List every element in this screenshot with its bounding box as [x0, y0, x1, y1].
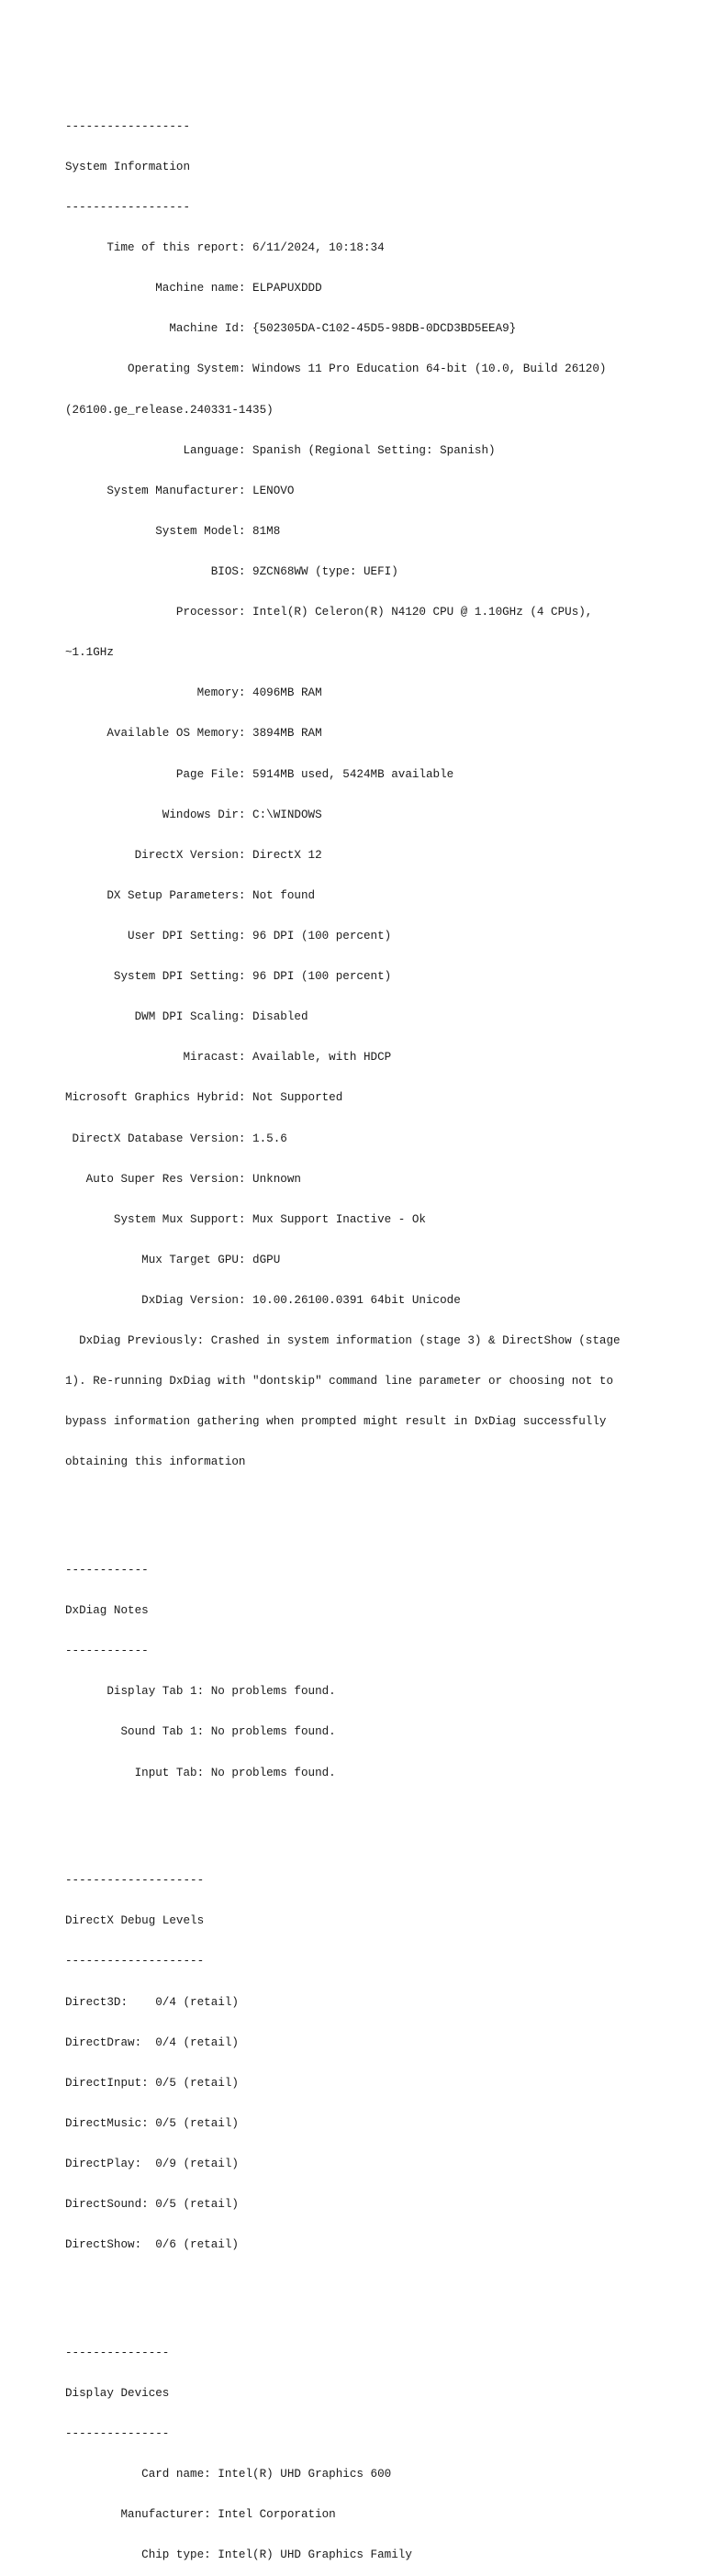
dxdiag-version-line: DxDiag Version: 10.00.26100.0391 64bit Unicode: [65, 1293, 461, 1307]
directx-version-line: DirectX Version: DirectX 12: [65, 848, 322, 862]
dxdiag-previously-line-cont: bypass information gathering when prompted might result in DxDiag successfully: [65, 1415, 607, 1429]
mux-support-line: System Mux Support: Mux Support Inactive - Ok: [65, 1212, 426, 1226]
dxdiag-previously-line-cont: obtaining this information: [65, 1455, 246, 1469]
section-title-display-devices: Display Devices: [65, 2386, 170, 2400]
section-title-debug-levels: DirectX Debug Levels: [65, 1914, 205, 1928]
section-separator: --------------------: [65, 1874, 205, 1888]
operating-system-line: Operating System: Windows 11 Pro Education 64-bit (10.0, Build 26120): [65, 362, 607, 376]
directx-database-line: DirectX Database Version: 1.5.6: [65, 1132, 287, 1145]
processor-line-cont: ~1.1GHz: [65, 646, 114, 660]
auto-super-res-line: Auto Super Res Version: Unknown: [65, 1172, 301, 1186]
bios-line: BIOS: 9ZCN68WW (type: UEFI): [65, 565, 398, 579]
dxdiag-previously-line-cont: 1). Re-running DxDiag with "dontskip" command line parameter or choosing not to: [65, 1375, 614, 1388]
debug-level-directmusic: DirectMusic: 0/5 (retail): [65, 2116, 239, 2130]
dxdiag-report: [65, 66, 699, 2576]
mux-target-gpu-line: Mux Target GPU: dGPU: [65, 1253, 281, 1266]
blank-line: [65, 1807, 699, 1821]
language-line: Language: Spanish (Regional Setting: Spanish): [65, 443, 496, 457]
dxdiag-previously-line: DxDiag Previously: Crashed in system information (stage 3) & DirectShow (stage: [65, 1334, 621, 1348]
debug-level-directshow: DirectShow: 0/6 (retail): [65, 2238, 239, 2252]
manufacturer-line: Manufacturer: Intel Corporation: [65, 2508, 336, 2522]
blank-line: [65, 2279, 699, 2292]
system-manufacturer-line: System Manufacturer: LENOVO: [65, 484, 295, 497]
section-separator: ------------------: [65, 201, 191, 215]
report-time-line: Time of this report: 6/11/2024, 10:18:34: [65, 241, 385, 255]
debug-level-directplay: DirectPlay: 0/9 (retail): [65, 2157, 239, 2170]
section-separator: ------------------: [65, 119, 191, 133]
section-separator: ------------: [65, 1564, 149, 1578]
section-title-dxdiag-notes: DxDiag Notes: [65, 1604, 149, 1618]
debug-level-directsound: DirectSound: 0/5 (retail): [65, 2198, 239, 2212]
page-file-line: Page File: 5914MB used, 5424MB available: [65, 767, 454, 781]
debug-level-directdraw: DirectDraw: 0/4 (retail): [65, 2035, 239, 2049]
section-separator: ---------------: [65, 2346, 170, 2359]
input-tab-note: Input Tab: No problems found.: [65, 1766, 336, 1779]
memory-line: Memory: 4096MB RAM: [65, 686, 322, 700]
windows-dir-line: Windows Dir: C:\WINDOWS: [65, 808, 322, 821]
section-separator: --------------------: [65, 1955, 205, 1968]
sound-tab-note: Sound Tab 1: No problems found.: [65, 1725, 336, 1739]
available-memory-line: Available OS Memory: 3894MB RAM: [65, 727, 322, 741]
dwm-dpi-scaling-line: DWM DPI Scaling: Disabled: [65, 1010, 308, 1024]
chip-type-line: Chip type: Intel(R) UHD Graphics Family: [65, 2548, 412, 2562]
system-dpi-line: System DPI Setting: 96 DPI (100 percent): [65, 970, 392, 984]
display-tab-note: Display Tab 1: No problems found.: [65, 1685, 336, 1699]
operating-system-line-cont: (26100.ge_release.240331-1435): [65, 403, 274, 417]
processor-line: Processor: Intel(R) Celeron(R) N4120 CPU @ 1.10GHz (4 CPUs),: [65, 606, 593, 619]
dx-setup-parameters-line: DX Setup Parameters: Not found: [65, 888, 316, 902]
miracast-line: Miracast: Available, with HDCP: [65, 1051, 392, 1065]
debug-level-directinput: DirectInput: 0/5 (retail): [65, 2076, 239, 2090]
user-dpi-line: User DPI Setting: 96 DPI (100 percent): [65, 930, 392, 942]
graphics-hybrid-line: Microsoft Graphics Hybrid: Not Supported: [65, 1091, 343, 1105]
machine-name-line: Machine name: ELPAPUXDDD: [65, 282, 322, 296]
card-name-line: Card name: Intel(R) UHD Graphics 600: [65, 2468, 392, 2481]
system-model-line: System Model: 81M8: [65, 524, 281, 538]
machine-id-line: Machine Id: {502305DA-C102-45D5-98DB-0DCD3BD5EEA9}: [65, 322, 517, 336]
section-separator: ------------: [65, 1645, 149, 1658]
blank-line: [65, 1497, 699, 1511]
section-title-system-information: System Information: [65, 160, 191, 173]
section-separator: ---------------: [65, 2427, 170, 2440]
debug-level-direct3d: Direct3D: 0/4 (retail): [65, 1995, 239, 2009]
